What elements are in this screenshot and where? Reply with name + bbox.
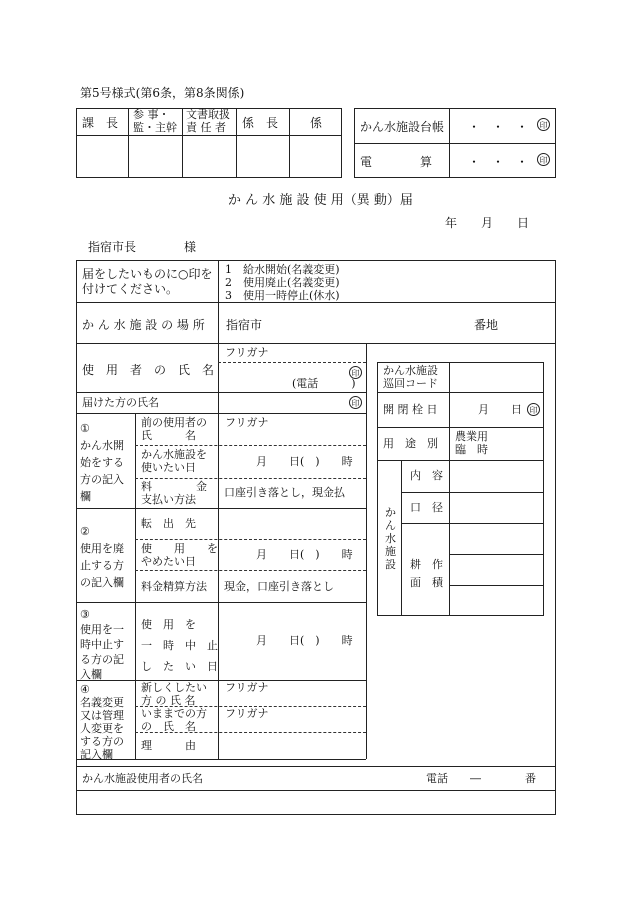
bore-label: 口 径 bbox=[410, 501, 443, 514]
calc-label: 電 算 bbox=[360, 155, 433, 169]
use-type-value: 農業用 臨 時 bbox=[455, 430, 488, 456]
addressee: 指宿市長 様 bbox=[88, 240, 197, 254]
location-banchi: 番地 bbox=[474, 318, 499, 332]
sec1-start-date-value: 月 日( ) 時 bbox=[256, 455, 353, 468]
sec1-title: ① かん水開 始をする 方の記入 欄 bbox=[80, 422, 124, 503]
seal-icon: 印 bbox=[537, 118, 550, 131]
sec2-settlement-label: 料金精算方法 bbox=[141, 580, 207, 593]
option-abolish: 2 使用廃止(名義変更) bbox=[225, 276, 340, 289]
sec2-stop-date-label: 使 用 を やめたい日 bbox=[141, 542, 218, 568]
user-name-label: 使 用 者 の 氏 名 bbox=[82, 363, 215, 377]
sec4-old-name-label: いままでの方 の 氏 名 bbox=[141, 707, 207, 733]
sec4-new-name-furigana: フリガナ bbox=[225, 681, 269, 694]
approval-chief: 課 長 bbox=[82, 116, 119, 130]
bottom-user-label: かん水施設使用者の氏名 bbox=[82, 772, 203, 785]
use-type-label: 用 途 別 bbox=[383, 437, 438, 450]
option-suspend: 3 使用一時停止(休水) bbox=[225, 289, 340, 302]
user-phone: (電話 ) bbox=[292, 377, 356, 390]
user-furigana: フリガナ bbox=[225, 346, 269, 359]
sec1-payment-value: 口座引き落とし，現金払 bbox=[224, 486, 345, 499]
option-list bbox=[225, 263, 340, 302]
sec4-title: ④ 名義変更 又は管理 人変更を する方の 記入欄 bbox=[80, 683, 124, 761]
notifier-label: 届けた方の氏名 bbox=[82, 396, 159, 409]
seal-icon: 印 bbox=[537, 153, 550, 166]
approval-subchief: 係 長 bbox=[242, 116, 279, 130]
sec2-settlement-value: 現金，口座引き落とし bbox=[224, 580, 334, 593]
sec3-suspend-label: 使 用 を 一 時 中 止 し た い 日 bbox=[141, 618, 218, 673]
content-label: 内 容 bbox=[410, 469, 443, 482]
sec2-stop-date-value: 月 日( ) 時 bbox=[256, 548, 353, 561]
location-city: 指宿市 bbox=[226, 318, 263, 332]
patrol-code-label: かん水施設 巡回コード bbox=[383, 364, 438, 390]
ledger-dots: ・ ・ ・ bbox=[468, 120, 529, 134]
sec1-prev-user-label: 前の使用者の 氏 名 bbox=[141, 416, 207, 442]
sec2-title: ② 使用を廃 止する方 の記入欄 bbox=[80, 525, 124, 589]
seal-icon: 印 bbox=[349, 396, 362, 409]
instruction-text: 届をしたいものに○印を 付けてください。 bbox=[82, 267, 213, 296]
sec3-title: ③ 使用を一 時中止す る方の記 入欄 bbox=[80, 608, 124, 681]
valve-date-label: 開 閉 栓 日 bbox=[383, 403, 438, 416]
seal-icon: 印 bbox=[527, 403, 540, 416]
sec2-move-label: 転 出 先 bbox=[141, 517, 196, 530]
approval-doc-officer: 文書取扱 責 任 者 bbox=[186, 108, 230, 134]
facility-vertical-label: か ん 水 施 設 bbox=[385, 506, 396, 571]
calc-dots: ・ ・ ・ bbox=[468, 155, 529, 169]
location-label: か ん 水 施 設 の 場 所 bbox=[82, 318, 205, 332]
sec1-start-date-label: かん水施設を 使いたい日 bbox=[141, 448, 207, 474]
approval-councillor: 参 事・ 監・主幹 bbox=[133, 108, 177, 134]
sec1-payment-label: 料 金 支払い方法 bbox=[141, 480, 207, 506]
sec3-suspend-value: 月 日( ) 時 bbox=[256, 634, 353, 647]
sec4-reason-label: 理 由 bbox=[141, 739, 196, 752]
seal-icon: 印 bbox=[349, 366, 362, 379]
form-title: か ん 水 施 設 使 用（異 動）届 bbox=[228, 193, 413, 208]
bottom-phone: 電話 ― 番 bbox=[426, 772, 536, 785]
sec1-prev-user-furigana: フリガナ bbox=[225, 416, 269, 429]
date-line: 年 月 日 bbox=[445, 216, 530, 230]
option-start: 1 給水開始(名義変更) bbox=[225, 263, 340, 276]
sec4-old-name-furigana: フリガナ bbox=[225, 707, 269, 720]
sec4-new-name-label: 新しくしたい 方 の 氏 名 bbox=[141, 681, 207, 707]
form-number: 第5号様式(第6条，第8条関係) bbox=[80, 86, 245, 100]
facility-table bbox=[377, 362, 544, 616]
area-label: 耕 作 面 積 bbox=[410, 558, 443, 589]
ledger-label: かん水施設台帳 bbox=[360, 120, 445, 134]
approval-staff: 係 bbox=[310, 116, 323, 130]
valve-date-value: 月 日 bbox=[478, 403, 522, 416]
